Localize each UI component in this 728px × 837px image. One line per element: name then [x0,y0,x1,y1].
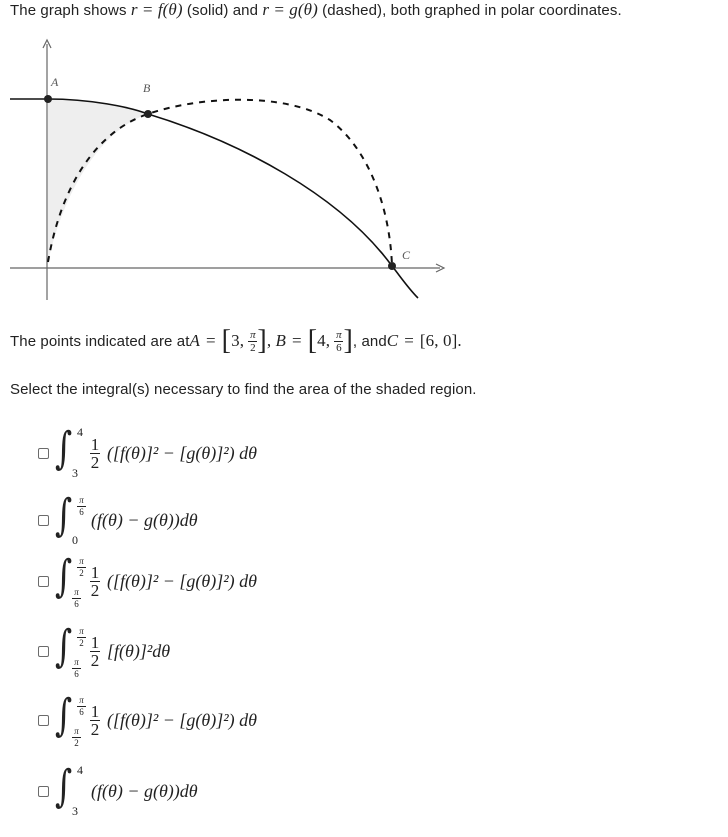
option-integrand: ([f(θ)]² − [g(θ)]²) dθ [107,709,257,730]
answer-option-2[interactable] [38,492,198,548]
integral-sign: ∫ 4 3 [55,761,83,818]
one-half-fraction: 1 2 [90,701,100,739]
lower-limit: $\frac{\pi}{6}$ [72,654,81,679]
upper-limit: $\frac{\pi}{6}$ [77,692,86,717]
integral-sign: ∫ $\frac{\pi}{6}$ $\frac{\pi}{2}$ [53,692,87,748]
point-c [388,262,396,270]
upper-limit: 4 [77,763,83,777]
b-theta-fraction: π 6 [336,328,342,354]
integral-sign: ∫ $\frac{\pi}{2}$ $\frac{\pi}{6}$ [53,553,87,609]
integral-sign: ∫ $\frac{\pi}{2}$ $\frac{\pi}{6}$ [53,623,87,679]
points-line: The points indicated are at A = [ 3 , π 2 ] , B = [ 4 , π 6 ] , and C = [6, 0]. [10,325,462,356]
option-checkbox[interactable] [38,576,49,587]
lower-limit: $\frac{\pi}{2}$ [72,723,81,748]
option-checkbox[interactable] [38,786,49,797]
lower-limit: 0 [72,533,78,547]
eq-g: r = g(θ) [262,0,318,19]
point-a [44,95,52,103]
question-intro: The graph shows r = f(θ) (solid) and r = g(θ) (dashed), both graphed in polar coordinates. [10,0,622,19]
option-integrand: [f(θ)]²dθ [107,640,171,661]
lower-limit: 3 [72,804,78,818]
answer-option-3[interactable] [38,553,257,609]
option-checkbox[interactable] [38,515,49,526]
upper-limit: $\frac{\pi}{2}$ [77,553,86,578]
option-integral [53,692,257,748]
option-integral [53,492,198,548]
option-integral [53,425,257,481]
answer-option-6[interactable] [38,763,198,819]
a-theta-fraction: π 2 [250,328,256,354]
option-integrand: ([f(θ)]² − [g(θ)]²) dθ [107,442,257,463]
label-c: C [402,248,411,262]
lower-limit: 3 [72,466,78,480]
point-b [144,110,152,118]
instruction: Select the integral(s) necessary to find the area of the shaded region. [10,381,477,398]
lower-limit: $\frac{\pi}{6}$ [72,584,81,609]
answer-option-1[interactable] [38,425,257,481]
option-integral [53,553,257,609]
label-b: B [143,81,151,95]
option-integral [53,623,170,679]
option-integrand: ([f(θ)]² − [g(θ)]²) dθ [107,570,257,591]
answer-option-5[interactable] [38,692,257,748]
option-integrand: (f(θ) − g(θ))dθ [91,509,198,530]
upper-limit: $\frac{\pi}{6}$ [77,492,86,517]
shaded-region [48,99,148,262]
answer-option-4[interactable] [38,623,170,679]
option-integrand: (f(θ) − g(θ))dθ [91,780,198,801]
eq-f: r = f(θ) [130,0,183,19]
option-checkbox[interactable] [38,448,49,459]
one-half-fraction: 1 2 [90,562,100,600]
label-a: A [51,75,59,89]
option-checkbox[interactable] [38,715,49,726]
one-half-fraction: 1 2 [90,632,100,670]
one-half-fraction: 1 2 [90,434,100,472]
option-integral [53,763,198,819]
upper-limit: 4 [77,425,83,439]
integral-sign: ∫ $\frac{\pi}{6}$ 0 [53,492,87,548]
polar-graph [0,0,728,320]
option-checkbox[interactable] [38,646,49,657]
integral-sign: ∫ 4 3 [55,423,83,480]
upper-limit: $\frac{\pi}{2}$ [77,623,86,648]
